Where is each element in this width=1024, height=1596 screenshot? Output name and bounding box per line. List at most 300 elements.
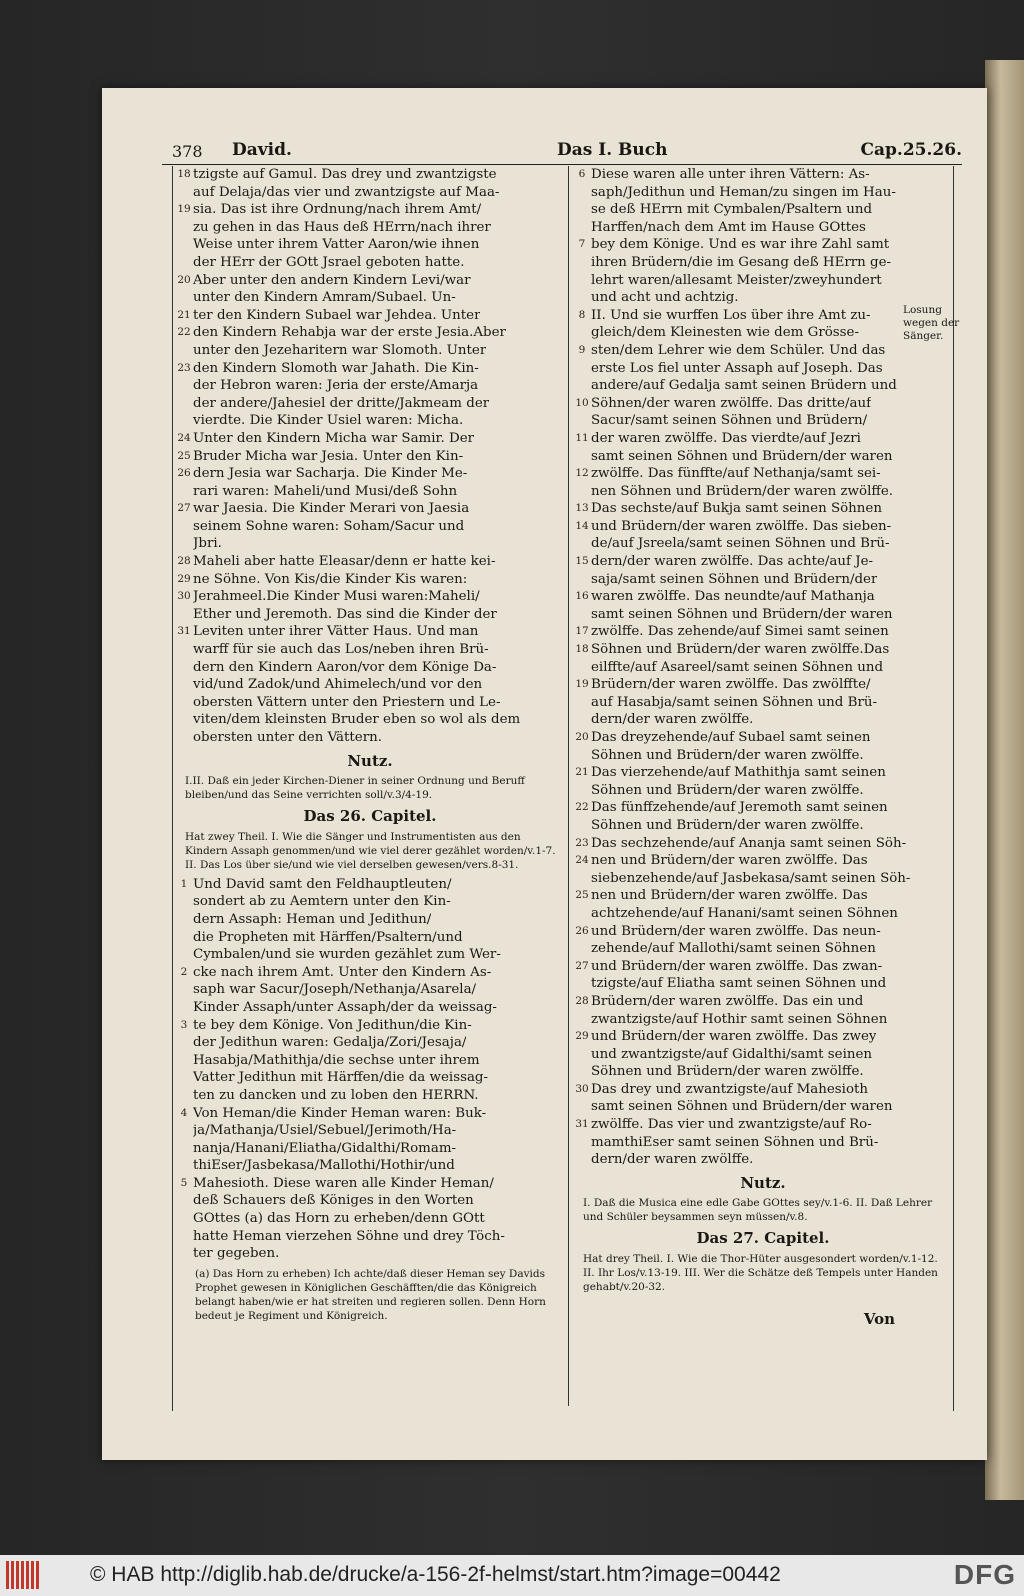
line-text: Hasabja/Mathithja/die sechse unter ihrem [193,1052,480,1068]
text-line [573,201,953,219]
line-text: achtzehende/auf Hanani/samt seinen Söhnen [591,905,898,921]
verse-number [573,1134,591,1152]
text-line [175,606,565,624]
line-text: Brüdern/der waren zwölffe. Das zwölffte/ [591,677,871,693]
text-line [175,465,565,483]
text-line [175,659,565,677]
text-line [175,1105,565,1123]
nutz-heading-left: Nutz. [347,751,393,770]
line-text: ja/Mathanja/Usiel/Sebuel/Jerimoth/Ha- [193,1123,457,1139]
line-text: zwölffe. Das zehende/auf Simei samt seinen [591,624,889,640]
text-line [175,377,565,395]
line-text: gleich/dem Kleinesten wie dem Grösse- [591,325,859,341]
line-text: cke nach ihrem Amt. Unter den Kindern As- [193,964,492,980]
catchword: Von [863,1310,895,1328]
text-line [573,342,953,360]
line-text: Söhnen und Brüdern/der waren zwölffe. [591,817,864,833]
line-text: saja/samt seinen Söhnen und Brüdern/der [591,571,878,587]
text-line [573,483,953,501]
verse-number [175,1228,193,1246]
line-text: und acht und achtzig. [591,290,739,306]
text-line [573,641,953,659]
verse-number [573,1063,591,1081]
line-text: Söhnen/der waren zwölffe. Das dritte/auf [591,395,872,411]
line-text: obersten Vättern unter den Priestern und Le- [193,694,501,710]
text-line [573,923,953,941]
text-line [573,606,953,624]
line-text: den Kindern Slomoth war Jahath. Die Kin- [193,360,479,376]
line-text: dern/der waren zwölffe. [591,1152,754,1168]
line-text: zehende/auf Mallothi/samt seinen Söhnen [591,941,876,957]
line-text: Jerahmeel.Die Kinder Musi waren:Maheli/ [193,589,480,605]
verse-number: 16 [575,590,589,603]
line-text: lehrt waren/allesamt Meister/zweyhundert [591,272,882,288]
text-line [573,184,953,202]
text-line [573,500,953,518]
text-line [175,553,565,571]
verse-number: 31 [177,625,191,638]
line-text: de/auf Jsreela/samt seinen Söhnen und Brü- [591,536,890,552]
line-text: und Brüdern/der waren zwölffe. Das zwey [591,1029,877,1045]
verse-number: 30 [177,590,191,603]
verse-number [175,1140,193,1158]
text-line [573,254,953,272]
line-text: Cymbalen/und sie wurden gezählet zum Wer- [193,947,501,963]
text-line [175,676,565,694]
text-line [573,219,953,237]
verse-number [573,747,591,765]
line-text: Aber unter den andern Kindern Levi/war [193,272,471,288]
line-text: Das dreyzehende/auf Subael samt seinen [591,730,871,745]
verse-number [573,571,591,589]
line-text: rari waren: Maheli/und Musi/deß Sohn [193,483,458,499]
text-line [175,289,565,307]
verse-number [175,518,193,536]
line-text: dern/der waren zwölffe. Das achte/auf Je- [591,554,874,570]
text-line [573,324,953,342]
verse-number: 25 [177,449,191,462]
line-text: unter den Kindern Amram/Subael. Un- [193,290,456,306]
line-text: samt seinen Söhnen und Brüdern/der waren [591,606,893,622]
line-text: Maheli aber hatte Eleasar/denn er hatte kei- [193,554,496,570]
verse-number: 4 [180,1106,188,1119]
line-text: te bey dem Könige. Von Jedithun/die Kin- [193,1017,472,1033]
verse-number [175,535,193,553]
line-text: auf Hasabja/samt seinen Söhnen und Brü- [591,694,878,710]
line-text: tzigste/auf Eliatha samt seinen Söhnen und [591,976,887,992]
line-text: dern/der waren zwölffe. [591,712,754,728]
verse-number [175,911,193,929]
text-line [175,535,565,553]
book-page [102,88,987,1460]
text-line [175,201,565,219]
line-text: vid/und Zadok/und Ahimelech/und vor den [193,677,483,693]
verse-number [175,289,193,307]
verse-number: 26 [177,467,191,480]
text-line [573,307,953,325]
text-line [175,1140,565,1158]
verse-number: 28 [177,555,191,568]
verse-number [573,694,591,712]
header-left: David. [232,140,292,160]
verse-number: 23 [177,361,191,374]
line-text: auf Delaja/das vier und zwantzigste auf Maa- [193,184,500,200]
line-text: samt seinen Söhnen und Brüdern/der waren [591,1099,893,1115]
verse-number: 22 [177,326,191,339]
text-line [573,465,953,483]
verse-number: 2 [180,965,188,978]
verse-number: 20 [575,731,589,743]
header-center: Das I. Buch [557,140,668,160]
text-line [573,729,953,747]
line-text: thiEser/Jasbekasa/Mallothi/Hothir/und [193,1158,455,1174]
verse-number: 15 [575,555,589,568]
text-line [573,764,953,782]
verse-number [573,905,591,923]
line-text: seinem Sohne waren: Soham/Sacur und [193,518,465,534]
text-line [175,911,565,929]
line-text: Söhnen und Brüdern/der waren zwölffe. [591,747,864,763]
line-text: der andere/Jahesiel der dritte/Jakmeam der [193,395,490,411]
line-text: II. Und sie wurffen Los über ihre Amt zu- [591,307,871,323]
text-line [573,852,953,870]
verse-number: 25 [575,889,589,902]
line-text: Mahesioth. Diese waren alle Kinder Heman/ [193,1175,494,1191]
verse-number: 23 [575,836,589,849]
line-text: Von Heman/die Kinder Heman waren: Buk- [193,1105,487,1121]
verse-number: 24 [575,854,589,867]
text-line [175,184,565,202]
verse-number [175,929,193,947]
text-line [175,1087,565,1105]
running-header [162,140,962,165]
verse-number [175,236,193,254]
text-line [573,535,953,553]
verse-number: 19 [575,678,589,691]
text-line [175,236,565,254]
line-text: samt seinen Söhnen und Brüdern/der waren [591,448,893,464]
text-line [175,483,565,501]
text-line [573,236,953,254]
line-text: Und David samt den Feldhauptleuten/ [193,876,452,892]
dfg-logo: DFG [953,1559,1016,1590]
line-text: siebenzehende/auf Jasbekasa/samt seinen Söh- [591,870,911,886]
verse-number [573,975,591,993]
verse-number: 5 [180,1176,188,1189]
line-text: tzigste auf Gamul. Das drey und zwantzigste [193,167,497,182]
text-line [175,981,565,999]
text-line [175,999,565,1017]
text-frame [172,166,954,1411]
text-line [573,1011,953,1029]
line-text: der waren zwölffe. Das vierdte/auf Jezri [591,430,861,446]
verse-number [175,1157,193,1175]
chapter-26-title: Das 26. Capitel. [303,807,437,826]
verse-number: 17 [575,625,589,638]
text-line [175,588,565,606]
text-line [175,448,565,466]
line-text: sten/dem Lehrer wie dem Schüler. Und das [591,342,886,358]
header-right: Cap.25.26. [860,140,962,160]
text-line [573,958,953,976]
line-text: eilffte/auf Asareel/samt seinen Söhnen und [591,659,884,675]
hab-logo-icon [6,1561,46,1589]
text-line [175,500,565,518]
verse-number [573,782,591,800]
column-divider [568,166,569,1406]
text-line [573,711,953,729]
text-line [175,946,565,964]
line-text: nanja/Hanani/Eliatha/Gidalthi/Romam- [193,1140,457,1156]
verse-number [573,817,591,835]
line-text: sondert ab zu Aemtern unter den Kin- [193,894,451,910]
text-line [175,1122,565,1140]
line-text: mamthiEser samt seinen Söhnen und Brü- [591,1134,879,1150]
line-text: zwantzigste/auf Hothir samt seinen Söhnen [591,1011,888,1027]
text-line [573,360,953,378]
text-line [175,964,565,982]
text-line [573,1151,953,1169]
verse-number [573,659,591,677]
verse-number [175,1245,193,1263]
text-line [175,571,565,589]
line-text: saph/Jedithun und Heman/zu singen im Hau- [591,184,896,200]
verse-number [573,272,591,290]
source-url[interactable]: © HAB http://diglib.hab.de/drucke/a-156-2f-helmst/start.htm?image=00442 [90,1563,781,1586]
left-column-lines [175,166,565,747]
verse-number: 6 [578,168,586,180]
text-line [175,307,565,325]
verse-number [175,893,193,911]
text-line [573,553,953,571]
text-line [573,993,953,1011]
verse-number [175,377,193,395]
verse-number [175,694,193,712]
text-line [175,1069,565,1087]
text-line [573,289,953,307]
verse-number [573,184,591,202]
verse-number: 19 [177,203,191,216]
text-line [573,694,953,712]
line-text: Weise unter ihrem Vatter Aaron/wie ihnen [193,237,480,253]
text-line [573,940,953,958]
text-line [573,870,953,888]
verse-number: 27 [575,959,589,972]
text-line [573,272,953,290]
verse-number: 7 [578,238,586,251]
line-text: zu gehen in das Haus deß HErrn/nach ihrer [193,219,491,235]
text-line [573,975,953,993]
verse-number [175,1192,193,1210]
text-line [175,395,565,413]
text-line [175,430,565,448]
verse-number [175,1052,193,1070]
verse-number: 27 [177,502,191,515]
text-line [573,747,953,765]
line-text: Das drey und zwantzigste/auf Mahesioth [591,1081,869,1097]
text-line [573,1134,953,1152]
line-text: war Jaesia. Die Kinder Merari von Jaesia [193,501,470,517]
verse-number: 8 [578,308,586,321]
line-text: Unter den Kindern Micha war Samir. Der [193,430,475,446]
text-line [573,659,953,677]
margin-note: Losung wegen der Sänger. [903,304,960,342]
verse-number: 20 [177,273,191,286]
text-line [175,1157,565,1175]
line-text: und Brüdern/der waren zwölffe. Das zwan- [591,958,883,974]
book-spine [985,60,1024,1500]
text-line [175,1210,565,1228]
verse-number: 21 [575,766,589,779]
verse-number [573,1046,591,1064]
verse-number [175,729,193,747]
line-text: und zwantzigste/auf Gidalthi/samt seinen [591,1046,873,1062]
text-line [573,1098,953,1116]
text-line [175,694,565,712]
text-line [175,1192,565,1210]
line-text: se deß HErrn mit Cymbalen/Psaltern und [591,202,873,218]
verse-number: 21 [177,308,191,321]
verse-number [573,940,591,958]
verse-number [175,1034,193,1052]
line-text: dern Jesia war Sacharja. Die Kinder Me- [193,466,468,482]
text-line [573,1081,953,1099]
verse-number: 10 [575,396,589,409]
line-text: andere/auf Gedalja samt seinen Brüdern und [591,378,897,394]
right-column-lines [573,166,953,1169]
nutz-text-right: I. Daß die Musica eine edle Gabe GOttes sey/v.1-6. II. Daß Lehrer und Schüler beysammen seyn müssen/v.8. [583,1197,933,1224]
line-text: erste Los fiel unter Assaph auf Joseph. Das [591,360,883,376]
text-line [573,518,953,536]
nutz-text-left: I.II. Daß ein jeder Kirchen-Diener in seiner Ordnung und Beruff bleiben/und das Seine verrichten soll/v.3/4-19. [185,775,525,802]
verse-number [573,448,591,466]
text-line [175,1228,565,1246]
verse-number [175,395,193,413]
verse-number [175,641,193,659]
verse-number [175,999,193,1017]
verse-number [175,1087,193,1105]
text-line [175,711,565,729]
line-text: Das sechste/auf Bukja samt seinen Söhnen [591,501,882,517]
verse-number [573,289,591,307]
line-text: bey dem Könige. Und es war ihre Zahl samt [591,237,890,253]
line-text: Söhnen und Brüdern/der waren zwölffe. [591,1064,864,1080]
line-text: Das vierzehende/auf Mathithja samt seinen [591,765,886,781]
line-text: vierdte. Die Kinder Usiel waren: Micha. [193,413,464,429]
text-line [175,929,565,947]
text-line [175,412,565,430]
verse-number: 14 [575,519,589,532]
verse-number: 1 [180,877,188,890]
verse-number [573,254,591,272]
line-text: der Hebron waren: Jeria der erste/Amarja [193,378,479,394]
verse-number [573,201,591,219]
verse-number [573,360,591,378]
verse-number [573,535,591,553]
verse-number [175,606,193,624]
line-text: unter den Jezeharitern war Slomoth. Unter [193,342,487,358]
text-line [573,1116,953,1134]
line-text: Söhnen und Brüdern/der waren zwölffe. [591,782,864,798]
line-text: waren zwölffe. Das neundte/auf Mathanja [591,589,875,605]
text-line [573,817,953,835]
text-line [175,729,565,747]
verse-number [573,483,591,501]
line-text: zwölffe. Das fünffte/auf Nethanja/samt sei- [591,466,881,482]
text-line [573,412,953,430]
line-text: Sacur/samt seinen Söhnen und Brüdern/ [591,413,868,429]
text-line [175,360,565,378]
text-line [573,676,953,694]
text-line [175,1017,565,1035]
line-text: den Kindern Rehabja war der erste Jesia.Aber [193,325,506,341]
line-text: Kinder Assaph/unter Assaph/der da weissag- [193,999,497,1015]
text-line [175,254,565,272]
text-line [573,571,953,589]
line-text: ne Söhne. Von Kis/die Kinder Kis waren: [193,571,468,587]
verse-number [573,711,591,729]
verse-number: 31 [575,1118,589,1131]
nutz-heading-right: Nutz. [740,1173,786,1192]
line-text: Das fünffzehende/auf Jeremoth samt seinen [591,800,888,816]
verse-number: 11 [575,431,589,444]
text-line [573,588,953,606]
text-line [175,876,565,894]
left-column [175,166,565,1323]
verse-number [175,342,193,360]
chapter-27-title: Das 27. Capitel. [696,1229,830,1248]
right-column [573,166,953,1294]
text-line [573,430,953,448]
line-text: dern den Kindern Aaron/vor dem Könige Da- [193,659,497,675]
text-line [175,272,565,290]
line-text: nen und Brüdern/der waren zwölffe. Das [591,888,868,904]
footnote: (a) Das Horn zu erheben) Ich achte/daß dieser Heman sey Davids Prophet gewesen in Königlichen Geschäfften/die das Königreich belangt haben/wie er hat streiten und regieren sollen. Denn Horn bedeut je Regiment und Königreich. [195,1267,546,1322]
text-line [175,1052,565,1070]
line-text: ter den Kindern Subael war Jehdea. Unter [193,307,481,323]
text-line [175,219,565,237]
line-text: viten/dem kleinsten Bruder eben so wol als dem [193,712,521,728]
verse-number [175,659,193,677]
chapter-27-summary: Hat drey Theil. I. Wie die Thor-Hüter ausgesondert worden/v.1-12. II. Ihr Los/v.13-19. III. Wer die Schätze deß Tempels unter Handen gehabt/v.20-32. [583,1253,938,1294]
line-text: die Propheten mit Härffen/Psaltern/und [193,929,463,945]
line-text: Bruder Micha war Jesia. Unter den Kin- [193,448,464,464]
text-line [573,799,953,817]
verse-number: 28 [575,994,589,1007]
text-line [573,395,953,413]
text-line [175,518,565,536]
verse-number [573,324,591,342]
verse-number [573,412,591,430]
line-text: Das sechzehende/auf Ananja samt seinen Söh- [591,835,907,851]
line-text: Söhnen und Brüdern/der waren zwölffe.Das [591,642,890,658]
line-text: hatte Heman vierzehen Söhne und drey Töch- [193,1228,505,1244]
verse-number [573,1151,591,1169]
line-text: Vatter Jedithun mit Härffen/die da weissag- [193,1070,489,1086]
line-text: und Brüdern/der waren zwölffe. Das sieben- [591,518,892,534]
text-line [175,1175,565,1193]
text-line [573,905,953,923]
text-line [573,166,953,184]
verse-number [175,981,193,999]
text-line [573,1028,953,1046]
verse-number: 13 [575,502,589,515]
line-text: Harffen/nach dem Amt im Hause GOttes [591,219,866,235]
text-line [573,623,953,641]
text-line [175,1245,565,1263]
text-line [175,623,565,641]
text-line [175,342,565,360]
